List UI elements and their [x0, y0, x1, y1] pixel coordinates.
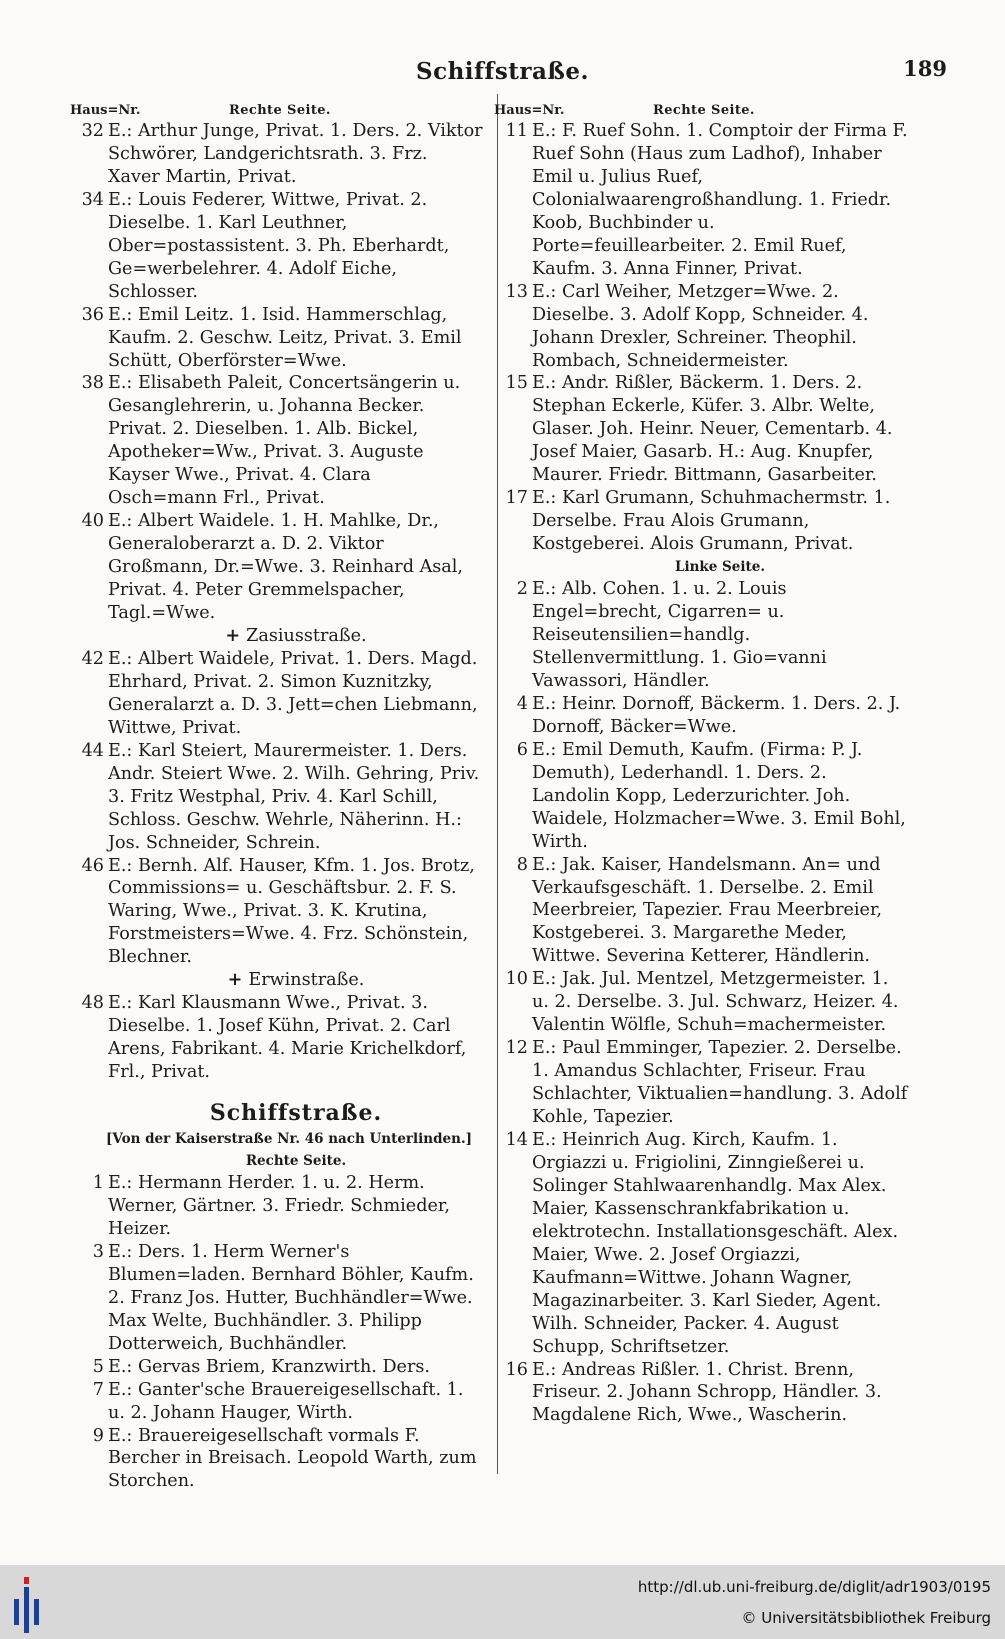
entry-list: [505, 578, 908, 1427]
house-number: 44: [81, 740, 104, 761]
house-number: 5: [92, 1356, 104, 1377]
house-number: 32: [81, 121, 104, 141]
house-entry: [81, 740, 484, 855]
left-column-header: [70, 96, 484, 120]
house-residents: E.: Jak. Kaiser, Handelsmann. An= und Verkaufsgeschäft. 1. Derselbe. 2. Emil Meerbreier, Tapezier. Frau Meerbreier, Kostgeberei. 3. Margarethe Meder, Wittwe. Severina Ketterer, Händlerin.: [532, 854, 883, 967]
house-number: 1: [92, 1173, 104, 1194]
house-residents: E.: Albert Waidele. 1. H. Mahlke, Dr., Generaloberarzt a. D. 2. Viktor Großmann, Dr.=Wwe. 3. Reinhard Asal, Privat. 4. Peter Gremmelspacher, Tagl.=Wwe.: [108, 511, 464, 624]
house-residents: E.: Elisabeth Paleit, Concertsängerin u. Gesanglehrerin, u. Johanna Becker. Privat. 2. Dieselben. 1. Alb. Bickel, Apotheker=Ww., Privat. 3. Auguste Kayser Wwe., Privat. 4. Clara Osch=mann Frl., Privat.: [108, 373, 461, 509]
left-column: [70, 96, 484, 1493]
entry-list: [505, 120, 908, 556]
cross-street-marker: [84, 625, 484, 648]
copyright-notice: © Universitätsbibliothek Freiburg: [741, 1609, 991, 1627]
house-residents: E.: Ganter'sche Brauereigesellschaft. 1. u. 2. Johann Hauger, Wirth.: [108, 1379, 464, 1423]
house-entry: [508, 739, 908, 854]
house-entry: [505, 487, 908, 556]
house-number: 4: [516, 693, 528, 714]
house-residents: E.: Hermann Herder. 1. u. 2. Herm. Werner, Gärtner. 3. Friedr. Schmieder, Heizer.: [108, 1173, 450, 1239]
house-residents: E.: Karl Steiert, Maurermeister. 1. Ders. Andr. Steiert Wwe. 2. Wilh. Gehring, Priv. 3. Fritz Westphal, Priv. 4. Karl Schill, Schloss. Geschw. Wehrle, Näherinn. H.: Jos. Schneider, Schrein.: [108, 740, 480, 853]
house-number: 13: [505, 281, 528, 302]
house-entry: [84, 1356, 484, 1379]
house-number: 40: [81, 511, 104, 532]
house-entry: [505, 1129, 908, 1359]
house-residents: E.: Alb. Cohen. 1. u. 2. Louis Engel=brecht, Cigarren= u. Reiseutensilien=handlg. Stellenvermittlung. 1. Gio=vanni Vawassori, Händler.: [532, 579, 827, 691]
house-residents: E.: Andr. Rißler, Bäckerm. 1. Ders. 2. Stephan Eckerle, Küfer. 3. Albr. Welte, Glaser. Joh. Heinr. Neuer, Cementarb. 4. Josef Maier, Gasarb. H.: Aug. Knupfer, Maurer. Friedr. Bittmann, Gasarbeiter.: [532, 373, 893, 486]
house-residents: E.: Heinrich Aug. Kirch, Kaufm. 1. Orgiazzi u. Frigiolini, Zinngießerei u. Solinger Stahlwaarenhandlg. Max Alex. Maier, Kassenschrankfabrikation u. elektrotechn. Installationsgeschäft. Alex. Maier, Wwe. 2. Josef Orgiazzi, Kaufmann=Wittwe. Johann Wagner, Magazinarbeiter. 3. Karl Sieder, Agent. Wilh. Schneider, Packer. 4. August Schupp, Schriftsetzer.: [532, 1129, 899, 1357]
house-residents: E.: Carl Weiher, Metzger=Wwe. 2. Dieselbe. 3. Adolf Kopp, Schneider. 4. Johann Drexler, Schreiner. Theophil. Rombach, Schneidermeister.: [532, 281, 869, 371]
house-entry: [81, 855, 484, 970]
entry-list: [81, 120, 484, 625]
house-number: 14: [505, 1129, 528, 1150]
house-entry: [505, 372, 908, 487]
house-residents: E.: Ders. 1. Herm Werner's Blumen=laden. Bernhard Böhler, Kaufm. 2. Franz Jos. Hutter, Buchhändler=Wwe. Max Welte, Buchhändler. 3. Philipp Dotterweich, Buchhändler.: [108, 1241, 474, 1354]
house-entry: [81, 189, 484, 304]
house-entry: [84, 1241, 484, 1356]
house-entry: [81, 372, 484, 510]
house-entry: [84, 1379, 484, 1425]
house-number: 38: [81, 373, 104, 394]
house-number: 48: [81, 993, 104, 1014]
house-entry: [508, 693, 908, 739]
right-column: [494, 96, 908, 1427]
house-number: 17: [505, 488, 528, 509]
house-residents: E.: Paul Emminger, Tapezier. 2. Derselbe. 1. Amandus Schlachter, Friseur. Frau Schlachter, Viktualien=handlung. 3. Adolf Kohle, Tapezier.: [532, 1038, 908, 1128]
house-residents: E.: Louis Federer, Wittwe, Privat. 2. Dieselbe. 1. Karl Leuthner, Ober=postassistent. 3. Ph. Eberhardt, Ge=werbelehrer. 4. Adolf Eiche, Schlosser.: [108, 189, 450, 302]
cross-street-name: Erwinstraße.: [248, 970, 365, 991]
house-number-heading: Haus=Nr.: [70, 103, 141, 118]
house-residents: E.: Heinr. Dornoff, Bäckerm. 1. Ders. 2. J. Dornoff, Bäcker=Wwe.: [532, 693, 901, 737]
permalink-url[interactable]: http://dl.ub.uni-freiburg.de/diglit/adr1903/0195: [637, 1578, 991, 1596]
house-entry: [84, 1172, 484, 1241]
house-residents: E.: Andreas Rißler. 1. Christ. Brenn, Friseur. 2. Johann Schropp, Händler. 3. Magdalene Rich, Wwe., Wascherin.: [532, 1359, 882, 1426]
right-column-header: [494, 96, 908, 120]
house-residents: E.: Bernh. Alf. Hauser, Kfm. 1. Jos. Brotz, Commissions= u. Geschäftsbur. 2. F. S. Waring, Wwe., Privat. 3. K. Krutina, Forstmeisters=Wwe. 4. Frz. Schönstein, Blechner.: [108, 855, 475, 968]
side-subheading: Linke Seite.: [674, 559, 766, 576]
house-residents: E.: Karl Klausmann Wwe., Privat. 3. Dieselbe. 1. Josef Kühn, Privat. 2. Carl Arens, Fabrikant. 4. Marie Krichelkdorf, Frl., Privat.: [108, 993, 467, 1083]
house-entry: [84, 1425, 484, 1494]
house-number: 9: [92, 1425, 104, 1446]
house-number: 3: [92, 1241, 104, 1262]
house-residents: E.: Brauereigesellschaft vormals F. Bercher in Breisach. Leopold Warth, zum Storchen.: [108, 1425, 477, 1492]
house-number: 7: [92, 1379, 104, 1400]
entry-list: [81, 992, 484, 1084]
side-heading: Rechte Seite.: [229, 103, 331, 118]
house-number-heading: Haus=Nr.: [494, 103, 565, 118]
house-residents: E.: Karl Grumann, Schuhmachermstr. 1. Derselbe. Frau Alois Grumann, Kostgeberei. Alois Grumann, Privat.: [532, 488, 891, 555]
house-entry: [505, 1037, 908, 1129]
house-entry: [505, 968, 908, 1037]
house-entry: [505, 1359, 908, 1428]
house-entry: [505, 281, 908, 373]
house-entry: [81, 510, 484, 625]
cross-street-icon: +: [227, 969, 243, 991]
ub-freiburg-logo-icon: [14, 1575, 48, 1635]
street-route: [Von der Kaiserstraße Nr. 46 nach Unterlinden.]: [105, 1131, 473, 1148]
viewer-footer: [0, 1565, 1005, 1639]
house-number: 15: [505, 373, 528, 394]
house-residents: E.: Albert Waidele, Privat. 1. Ders. Magd. Ehrhard, Privat. 2. Simon Kuznitzky, Generalarzt a. D. 3. Jett=chen Liebmann, Wittwe, Privat.: [108, 648, 478, 738]
house-residents: E.: Emil Demuth, Kaufm. (Firma: P. J. Demuth), Lederhandl. 1. Ders. 2. Landolin Kopp, Lederzurichter. Joh. Waidele, Holzmacher=Wwe. 3. Emil Bohl, Wirth.: [532, 739, 906, 852]
side-heading: Rechte Seite.: [653, 103, 755, 118]
house-number: 2: [516, 579, 528, 600]
house-entry: [81, 120, 484, 189]
running-head: Schiffstraße.: [415, 58, 590, 85]
entry-list: [84, 1172, 484, 1493]
house-number: 36: [81, 304, 104, 325]
house-residents: E.: F. Ruef Sohn. 1. Comptoir der Firma F. Ruef Sohn (Haus zum Ladhof), Inhaber Emil u. Julius Ruef, Colonialwaarengroßhandlung. 1. Friedr. Koob, Buchbinder u. Porte=feuillearbeiter. 2. Emil Ruef, Kaufm. 3. Anna Finner, Privat.: [532, 121, 908, 279]
cross-street-icon: +: [225, 624, 241, 646]
house-entry: [81, 648, 484, 740]
page-number: 189: [903, 56, 947, 81]
house-residents: E.: Jak. Jul. Mentzel, Metzgermeister. 1. u. 2. Derselbe. 3. Jul. Schwarz, Heizer. 4. Valentin Wölfle, Schuh=machermeister.: [532, 969, 899, 1036]
house-number: 10: [505, 969, 528, 990]
house-residents: E.: Emil Leitz. 1. Isid. Hammerschlag, Kaufm. 2. Geschw. Leitz, Privat. 3. Emil Schütt, Oberförster=Wwe.: [108, 304, 462, 371]
house-number: 8: [516, 854, 528, 875]
house-entry: [505, 120, 908, 281]
cross-street-marker: [84, 969, 484, 992]
house-entry: [81, 304, 484, 373]
house-entry: [81, 992, 484, 1084]
house-number: 34: [81, 189, 104, 210]
house-number: 46: [81, 855, 104, 876]
house-entry: [508, 854, 908, 969]
house-number: 16: [505, 1359, 528, 1380]
cross-street-name: Zasiusstraße.: [246, 625, 367, 646]
house-number: 12: [505, 1038, 528, 1059]
street-heading: Schiffstraße.: [209, 1100, 383, 1127]
entry-list: [81, 648, 484, 969]
house-entry: [508, 578, 908, 693]
house-number: 6: [516, 739, 528, 760]
house-number: 11: [505, 121, 528, 141]
house-number: 42: [81, 648, 104, 669]
house-residents: E.: Arthur Junge, Privat. 1. Ders. 2. Viktor Schwörer, Landgerichtsrath. 3. Frz. Xaver Martin, Privat.: [108, 121, 483, 187]
house-residents: E.: Gervas Briem, Kranzwirth. Ders.: [108, 1356, 431, 1377]
side-subheading: Rechte Seite.: [245, 1153, 347, 1170]
